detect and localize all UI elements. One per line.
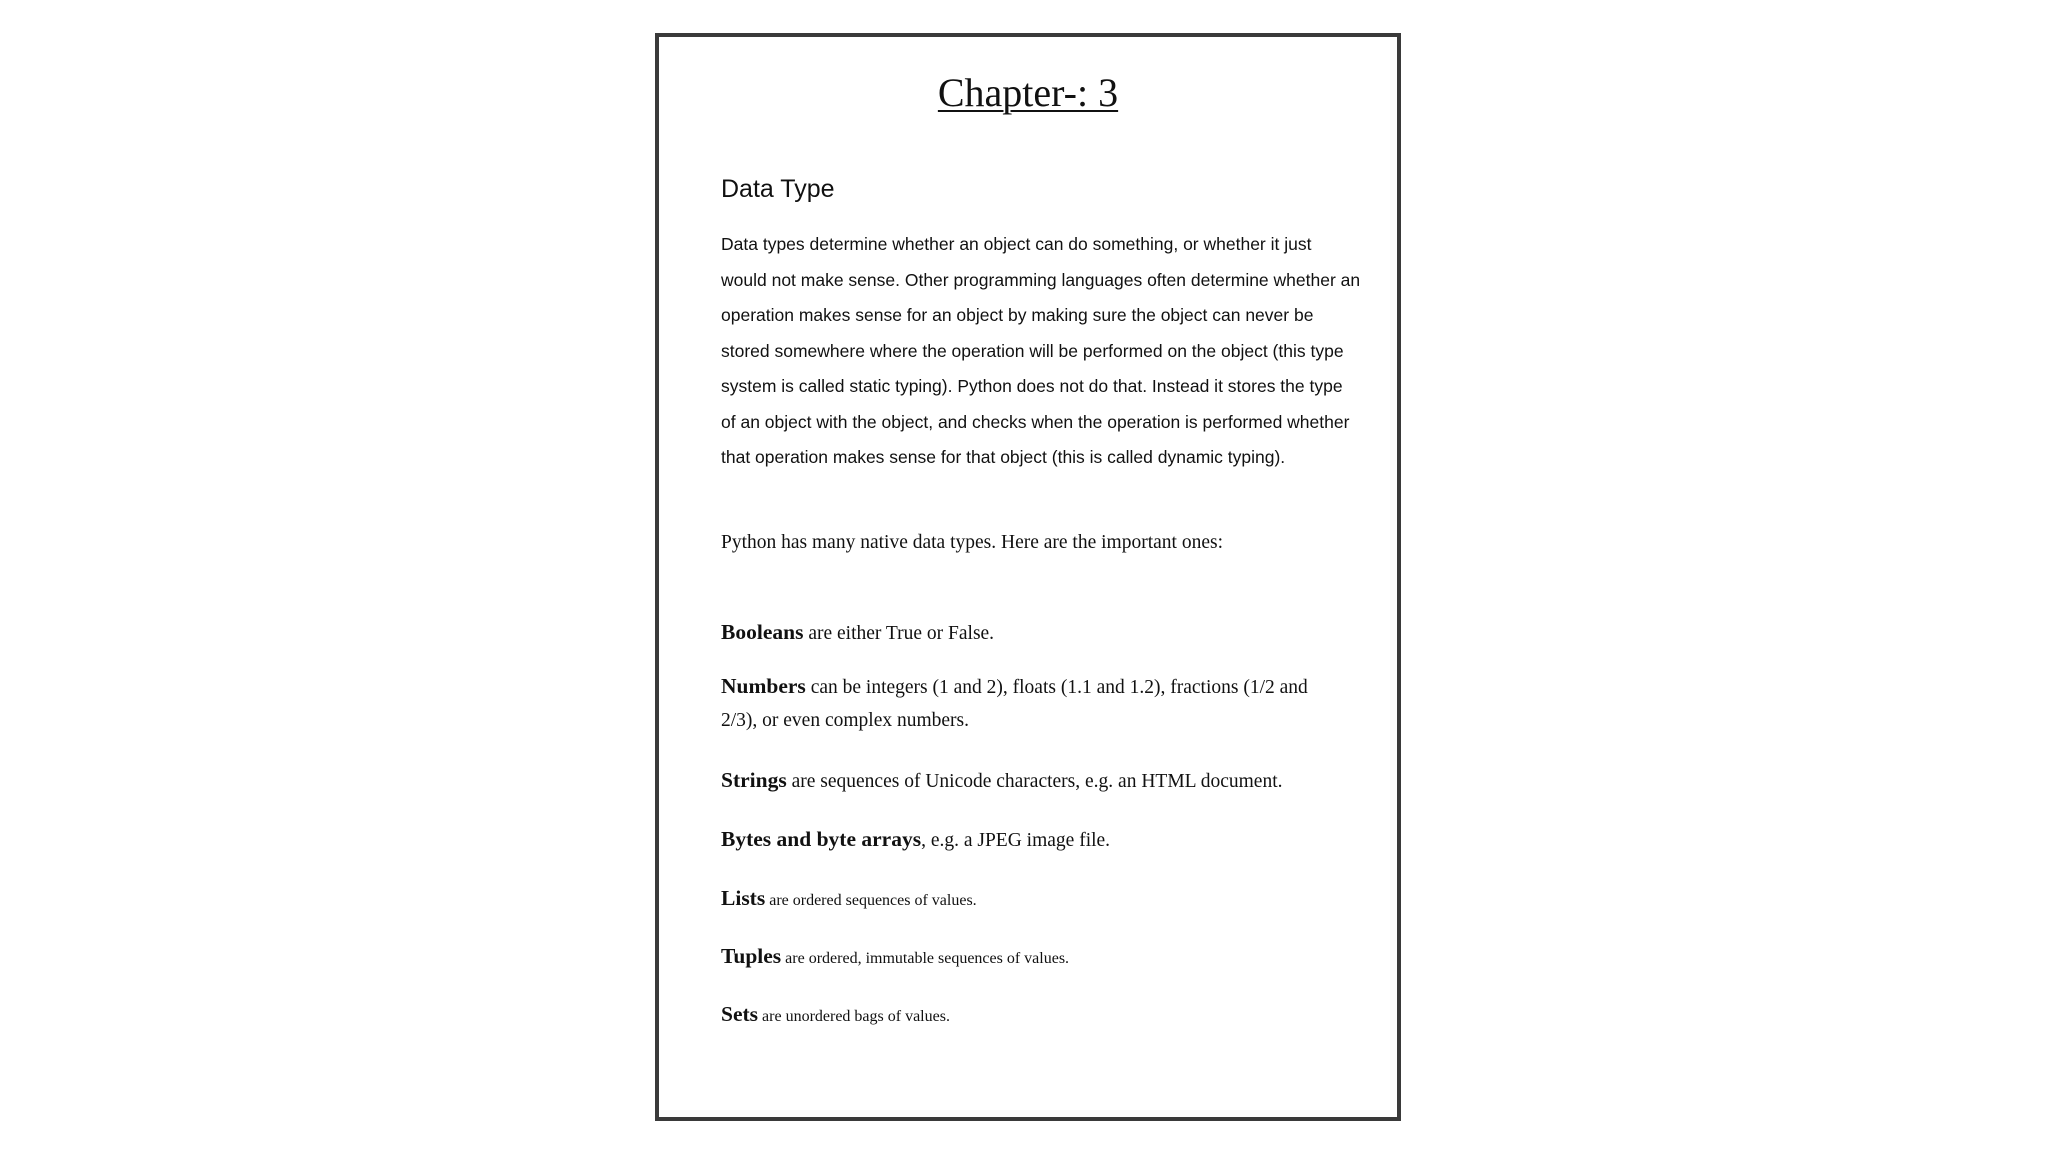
chapter-title: Chapter-: 3 — [937, 70, 1119, 115]
desc-booleans: are either True or False. — [803, 623, 995, 644]
desc-bytes: , e.g. a JPEG image file. — [921, 830, 1111, 851]
definition-booleans — [721, 616, 1341, 650]
term-numbers: Numbers — [721, 674, 806, 698]
desc-numbers: can be integers (1 and 2), floats (1.1 and 1.2), fractions (1/2 and 2/3), or even complex numbers. — [721, 677, 1308, 731]
term-lists: Lists — [721, 886, 766, 910]
definition-sets — [721, 998, 1341, 1033]
term-booleans: Booleans — [721, 620, 804, 644]
term-strings: Strings — [721, 768, 787, 792]
definition-tuples — [721, 940, 1341, 975]
desc-strings: are sequences of Unicode characters, e.g. an HTML document. — [786, 771, 1283, 792]
desc-lists: are ordered sequences of values. — [765, 892, 977, 909]
definition-bytes — [721, 823, 1341, 857]
term-tuples: Tuples — [721, 944, 782, 968]
definition-numbers — [721, 670, 1341, 737]
desc-tuples: are ordered, immutable sequences of values. — [781, 950, 1070, 967]
definition-strings — [721, 764, 1341, 798]
term-bytes: Bytes and byte arrays — [721, 827, 922, 851]
document-page — [655, 33, 1401, 1121]
intro-paragraph: Data types determine whether an object can do something, or whether it just would not make sense. Other programming languages often determine whether an operation makes sense for an object by making sure the object can never be stored somewhere where the operation will be performed on the object (this type system is called static typing). Python does not do that. Instead it stores the type of an object with the object, and checks when the operation is performed whether that operation makes sense for that object (this is called dynamic typing). — [721, 234, 1361, 467]
definition-lists — [721, 882, 1341, 917]
section-heading: Data Type — [721, 175, 835, 203]
desc-sets: are unordered bags of values. — [758, 1008, 950, 1025]
term-sets: Sets — [721, 1002, 759, 1026]
native-types-intro: Python has many native data types. Here are the important ones: — [721, 532, 1223, 553]
